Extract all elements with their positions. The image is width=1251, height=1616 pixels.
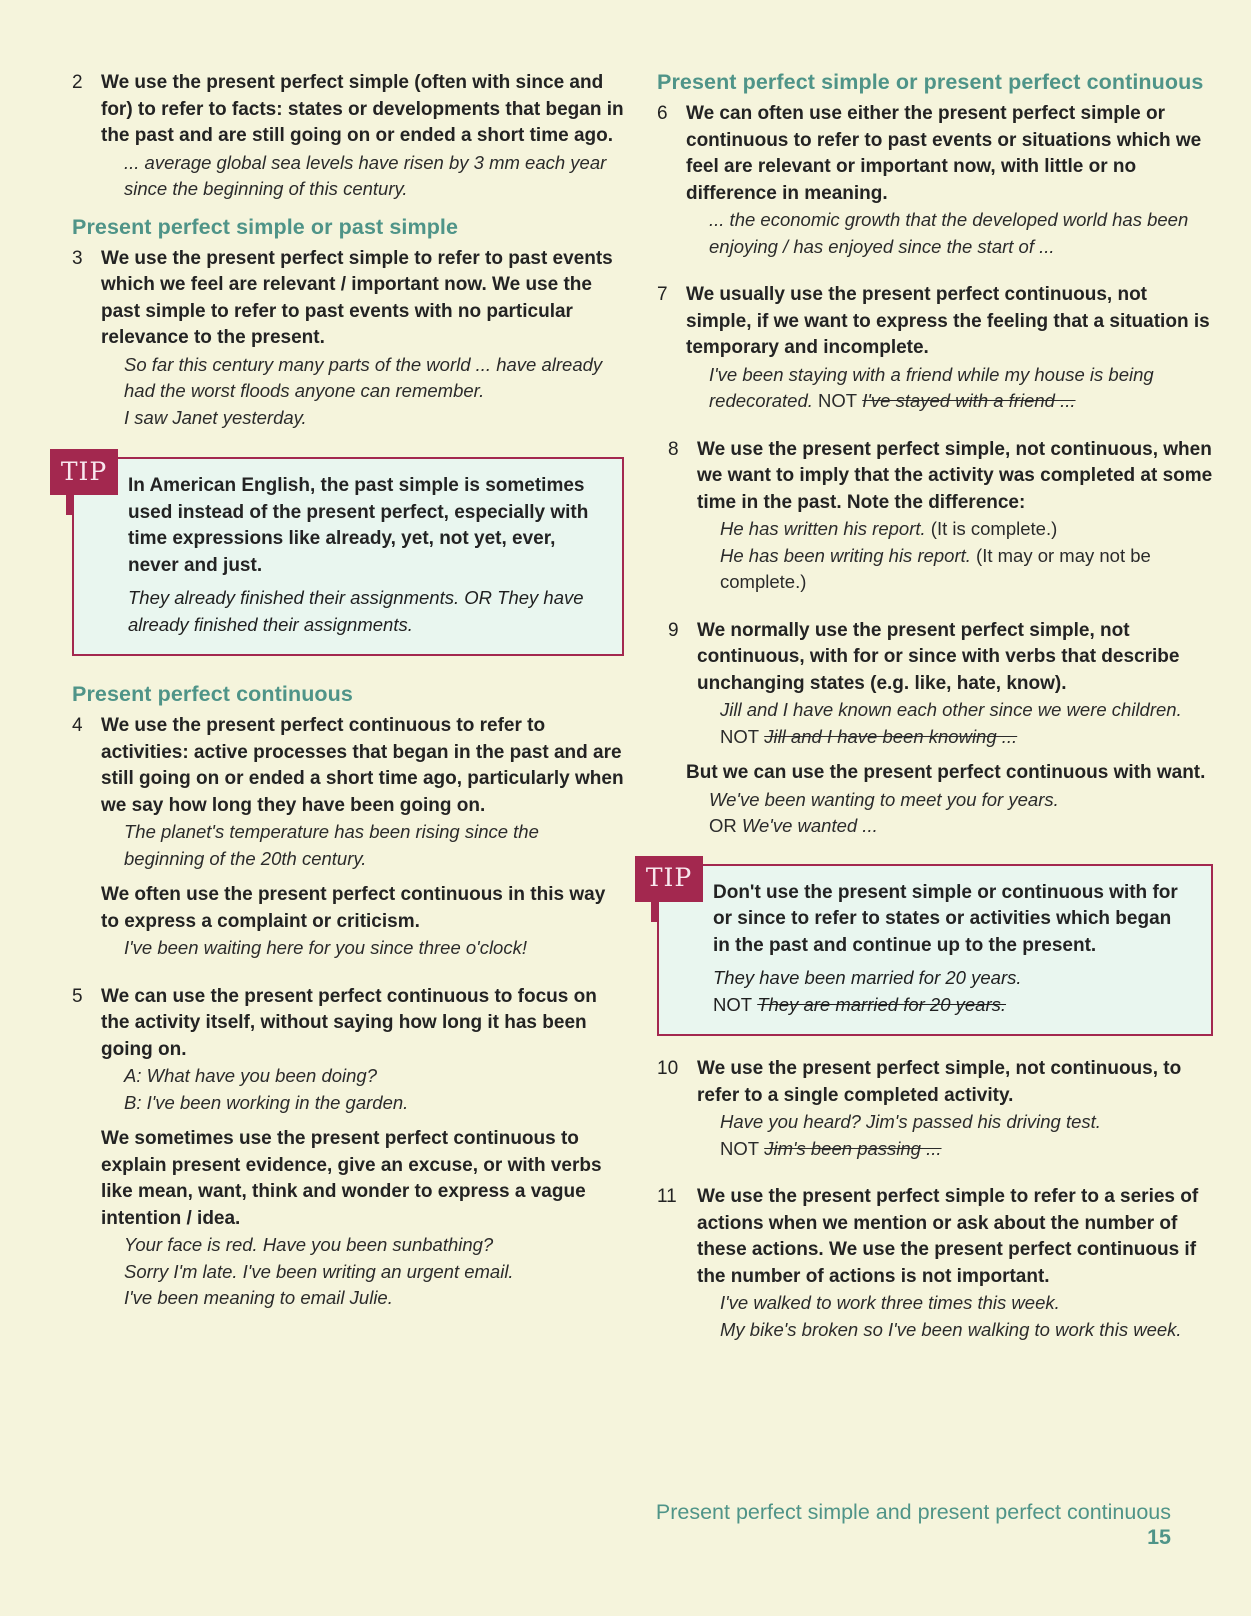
example <box>697 724 1213 751</box>
incorrect-example: Jim's been passing ... <box>764 1137 942 1159</box>
rule-6 <box>657 101 1213 260</box>
rule-5 <box>72 984 624 1117</box>
rule-number: 3 <box>72 247 83 269</box>
rule-number: 7 <box>657 284 668 305</box>
rule-number: 9 <box>668 619 679 641</box>
tip-box <box>60 456 624 656</box>
rule-4 <box>72 713 624 872</box>
example-text: He has been writing his report. <box>720 544 971 566</box>
rule-text: We use the present perfect simple to refer to past events which we feel are relevant / important now. We use the past simple to refer to past events with no particular relevance to the present. <box>101 247 613 348</box>
rule-10 <box>657 1056 1213 1162</box>
example: Have you heard? Jim's passed his driving test. <box>720 1111 1101 1132</box>
rule-paragraph: But we can use the present perfect continuous with want. <box>686 762 1206 783</box>
example-note: (It is complete.) <box>930 518 1058 539</box>
example: The planet's temperature has been rising since the beginning of the 20th century. <box>124 821 539 869</box>
example: ... the economic growth that the developed world has been enjoying / has enjoyed since the start of ... <box>709 209 1189 257</box>
example: So far this century many parts of the world ... have already had the worst floods anyone can remember. <box>124 353 603 401</box>
example: ... average global sea levels have risen by 3 mm each year since the beginning of this century. <box>124 151 607 199</box>
rule-text: We use the present perfect continuous to refer to activities: active processes that began in the past and are still going on or ended a short time ago, particularly when we say how long they have been going on. <box>101 715 624 816</box>
section-heading: Present perfect simple or present perfect continuous <box>657 70 1204 94</box>
example <box>657 813 1213 840</box>
example-text: He has written his report. <box>720 518 926 539</box>
example-text: I've been staying with a friend while my house is being redecorated. <box>709 363 1154 411</box>
section-heading: Present perfect simple or past simple <box>72 214 459 239</box>
rule-paragraph: We often use the present perfect continuous in this way to express a complaint or criticism. <box>101 884 606 932</box>
section-heading: Present perfect continuous <box>72 682 353 706</box>
example: My bike's broken so I've been walking to work this week. <box>720 1318 1182 1340</box>
rule-3 <box>72 246 624 432</box>
example: Sorry I'm late. I've been writing an urgent email. <box>124 1260 514 1282</box>
rule-text: We can often use either the present perfect simple or continuous to refer to past events or situations which we feel are relevant or important now, with little or no difference in meaning. <box>686 103 1202 204</box>
example: Jill and I have known each other since we were children. <box>720 699 1182 720</box>
example: I saw Janet yesterday. <box>124 406 307 428</box>
example <box>697 1136 1213 1163</box>
example: We've been wanting to meet you for years. <box>709 788 1059 810</box>
rule-paragraph: We sometimes use the present perfect continuous to explain present evidence, give an excuse, or with verbs like mean, want, think and wonder to express a vague intention / idea. <box>101 1128 602 1229</box>
rule-text: We use the present perfect simple, not continuous, when we want to imply that the activity was completed at some time in the past. Note the difference: <box>697 438 1213 513</box>
not-label: NOT <box>818 390 858 411</box>
tip-text: Don't use the present simple or continuous with for or since to refer to states or activities which began in the past and continue up to the present. <box>713 881 1178 956</box>
rule-8 <box>657 437 1213 596</box>
page-number: 15 <box>1147 1525 1171 1549</box>
rule-number: 5 <box>72 985 83 1007</box>
rule-text: We can use the present perfect continuous to focus on the activity itself, without saying how long it has been going on. <box>101 985 597 1060</box>
tip-badge: TIP <box>50 449 118 495</box>
not-label: NOT <box>720 1137 760 1159</box>
left-column <box>60 70 624 1312</box>
incorrect-example: Jill and I have been knowing ... <box>764 725 1018 747</box>
rule-text: We usually use the present perfect continuous, not simple, if we want to express the feeling that a situation is temporary and incomplete. <box>686 284 1210 358</box>
rule-text: We use the present perfect simple to refer to a series of actions when we mention or ask about the number of these actions. We use the present perfect continuous if the number of actions is not important. <box>697 1186 1199 1287</box>
example-note: (It may or may not be complete.) <box>720 544 1151 592</box>
rule-text: We normally use the present perfect simple, not continuous, with for or since with verbs that describe unchanging states (e.g. like, hate, know). <box>697 619 1180 694</box>
example <box>686 362 1213 415</box>
example-text: We've wanted ... <box>741 815 878 836</box>
tip-example <box>713 992 1191 1019</box>
rule-11 <box>657 1184 1213 1343</box>
right-column <box>645 70 1213 1343</box>
example <box>697 543 1213 596</box>
incorrect-example: I've stayed with a friend ... <box>862 390 1076 411</box>
rule-text: We use the present perfect simple (often with since and for) to refer to facts: states or developments that began in the past and are still going on or ended a short time ago. <box>101 72 624 146</box>
rule-7 <box>657 282 1213 415</box>
rule-9 <box>657 618 1213 751</box>
rule-number: 4 <box>72 715 83 736</box>
rule-number: 2 <box>72 72 83 93</box>
rule-number: 10 <box>657 1058 679 1079</box>
tip-box <box>645 863 1213 1037</box>
example <box>697 516 1213 543</box>
rule-text: We use the present perfect simple, not continuous, to refer to a single completed activity. <box>697 1058 1182 1106</box>
example: A: What have you been doing? <box>124 1065 378 1086</box>
example: I've been meaning to email Julie. <box>124 1287 393 1308</box>
page-footer <box>620 1500 1171 1550</box>
example: B: I've been working in the garden. <box>124 1091 409 1113</box>
incorrect-example: They are married for 20 years. <box>757 993 1007 1015</box>
tip-example: They have been married for 20 years. <box>713 967 1022 988</box>
or-label: OR <box>709 815 737 836</box>
example: I've walked to work three times this week. <box>720 1292 1060 1313</box>
tip-example: They already finished their assignments. OR They have already finished their assignments. <box>128 587 584 635</box>
tip-text: In American English, the past simple is sometimes used instead of the present perfect, especially with time expressions like already, yet, not yet, ever, never and just. <box>128 475 589 576</box>
not-label: NOT <box>713 993 753 1015</box>
rule-2 <box>72 70 624 203</box>
example: Your face is red. Have you been sunbathing? <box>124 1234 494 1255</box>
rule-number: 11 <box>657 1186 677 1207</box>
tip-badge: TIP <box>635 856 703 902</box>
not-label: NOT <box>720 725 760 747</box>
footer-title: Present perfect simple and present perfect continuous <box>655 1500 1171 1524</box>
rule-number: 8 <box>668 438 679 460</box>
rule-number: 6 <box>657 103 668 124</box>
example: I've been waiting here for you since three o'clock! <box>124 937 527 958</box>
